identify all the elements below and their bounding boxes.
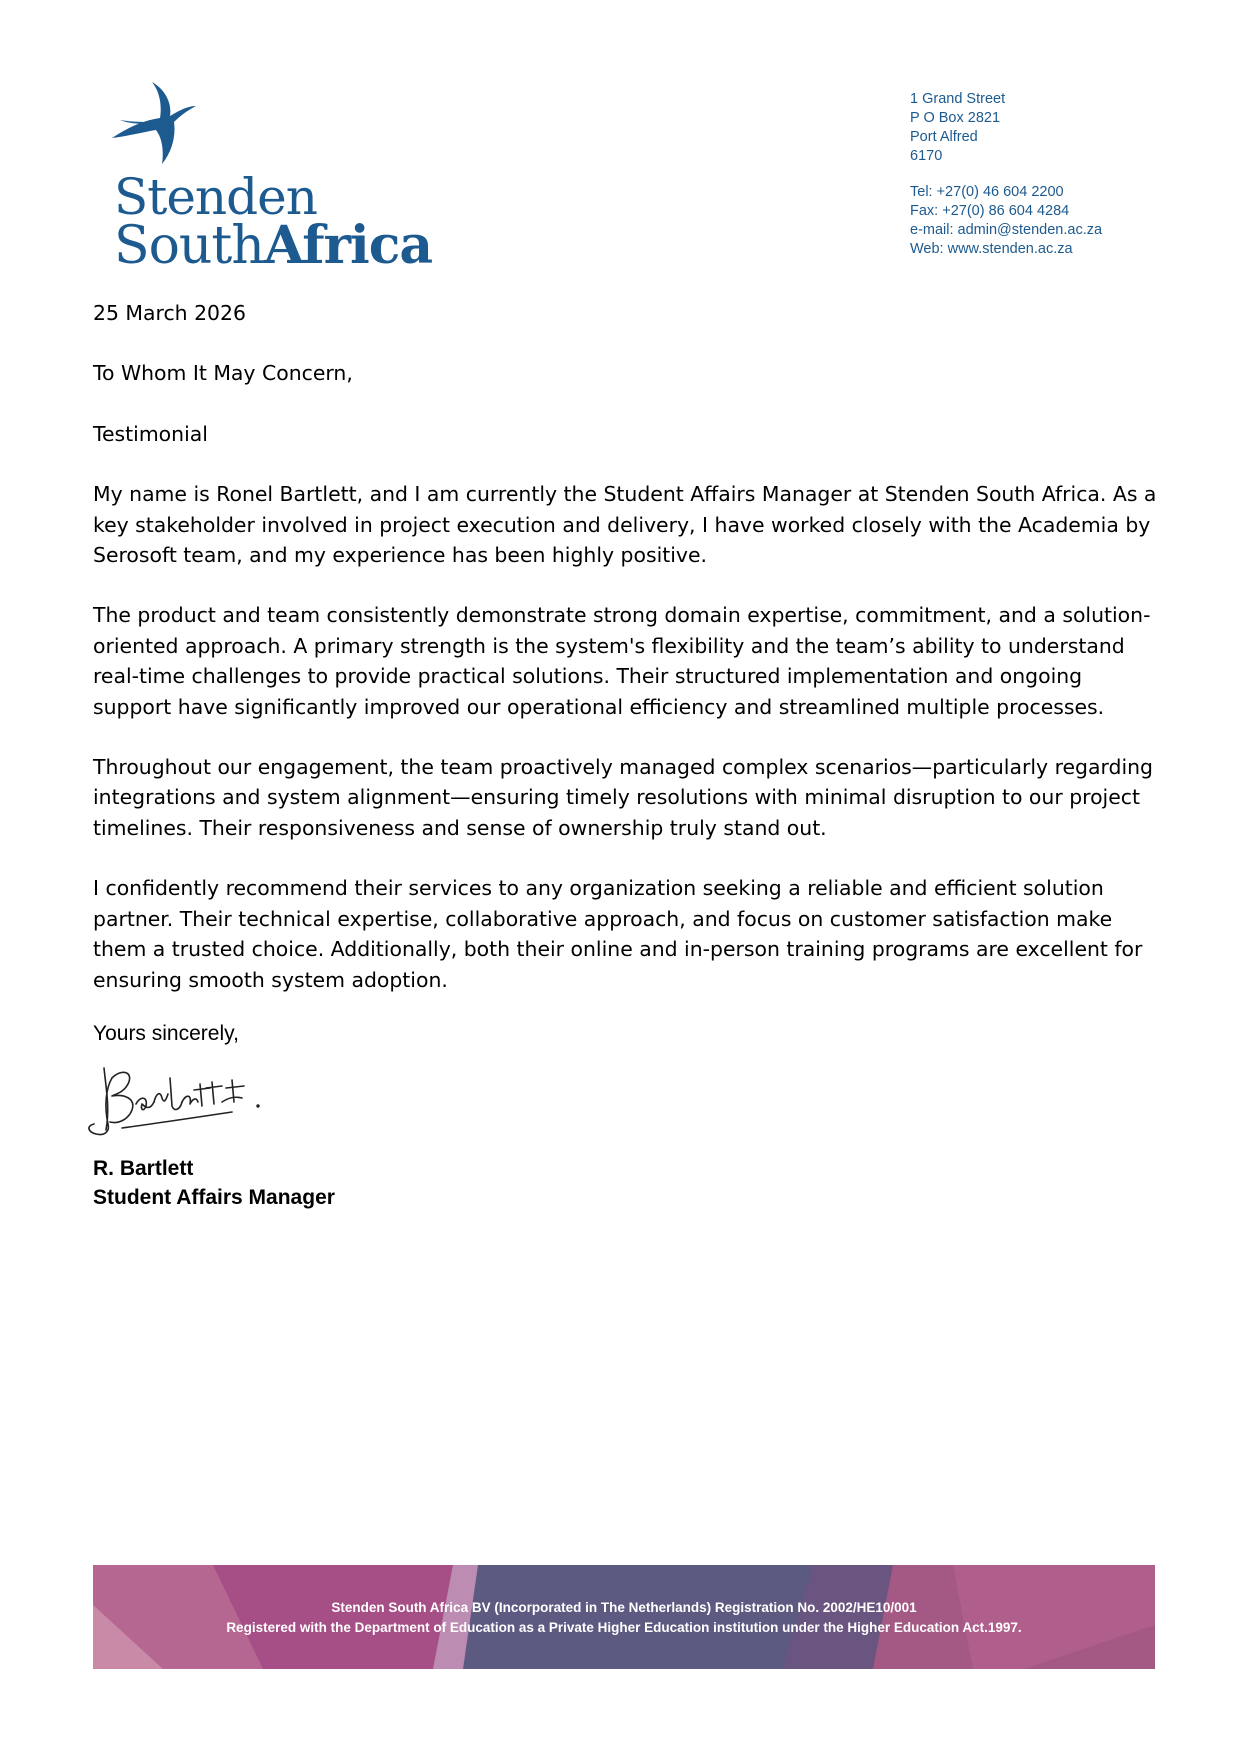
signer-block bbox=[93, 1154, 335, 1212]
contact-email: e-mail: admin@stenden.ac.za bbox=[910, 222, 1103, 238]
letter-subject: Testimonial bbox=[93, 421, 208, 446]
logo-wordmark-south: South bbox=[114, 216, 264, 276]
stenden-logo bbox=[110, 80, 433, 276]
address-block bbox=[910, 90, 1102, 259]
footer-accreditation-line: Registered with the Department of Education as a Private Higher Education institution under the Higher Education Act.1997. bbox=[226, 1620, 1022, 1635]
letter-date: 25 March 2026 bbox=[93, 301, 246, 325]
letter-salutation: To Whom It May Concern, bbox=[93, 361, 353, 386]
address-postal-code: 6170 bbox=[910, 148, 943, 164]
swallow-bird-icon bbox=[110, 80, 200, 170]
footer-decoration bbox=[93, 1565, 1155, 1669]
letter-paragraph: The product and team consistently demonstrate strong domain expertise, commitment, and a solution-oriented approach. A primary strength is the system's flexibility and the team’s ability to understand real-time challenges to provide practical solutions. Their structured implementation and ongoing support have significantly improved our operational efficiency and streamlined multiple processes. bbox=[93, 603, 1151, 719]
logo-wordmark-line2 bbox=[114, 215, 432, 276]
address-street: 1 Grand Street bbox=[910, 91, 1006, 107]
contact-web: Web: www.stenden.ac.za bbox=[910, 241, 1073, 257]
contact-fax: Fax: +27(0) 86 604 4284 bbox=[910, 203, 1070, 219]
logo-wordmark-africa: Africa bbox=[263, 215, 433, 276]
logo-wordmark-line1: Stenden bbox=[114, 168, 317, 226]
footer-banner bbox=[93, 1565, 1155, 1669]
address-po-box: P O Box 2821 bbox=[910, 110, 1001, 126]
letter-body bbox=[93, 298, 1158, 1025]
contact-tel: Tel: +27(0) 46 604 2200 bbox=[910, 184, 1064, 200]
letter-paragraph: I confidently recommend their services to any organization seeking a reliable and efficient solution partner. Their technical expertise, collaborative approach, and focus on customer satisfaction make them a trusted choice. Additionally, both their online and in-person training programs are excellent for ensuring smooth system adoption. bbox=[93, 876, 1143, 992]
letter-paragraph: My name is Ronel Bartlett, and I am currently the Student Affairs Manager at Stenden South Africa. As a key stakeholder involved in project execution and delivery, I have worked closely with the Academia by Serosoft team, and my experience has been highly positive. bbox=[93, 482, 1157, 568]
handwritten-signature bbox=[82, 1058, 272, 1140]
address-city: Port Alfred bbox=[910, 129, 978, 145]
letter-paragraph: Throughout our engagement, the team proactively managed complex scenarios—particularly regarding integrations and system alignment—ensuring timely resolutions with minimal disruption to our project timelines. Their responsiveness and sense of ownership truly stand out. bbox=[93, 755, 1153, 840]
signer-name: R. Bartlett bbox=[93, 1157, 194, 1180]
signer-title: Student Affairs Manager bbox=[93, 1186, 335, 1209]
footer-registration-line: Stenden South Africa BV (Incorporated in The Netherlands) Registration No. 2002/HE10/001 bbox=[331, 1600, 917, 1615]
letter-closing: Yours sincerely, bbox=[93, 1022, 239, 1045]
